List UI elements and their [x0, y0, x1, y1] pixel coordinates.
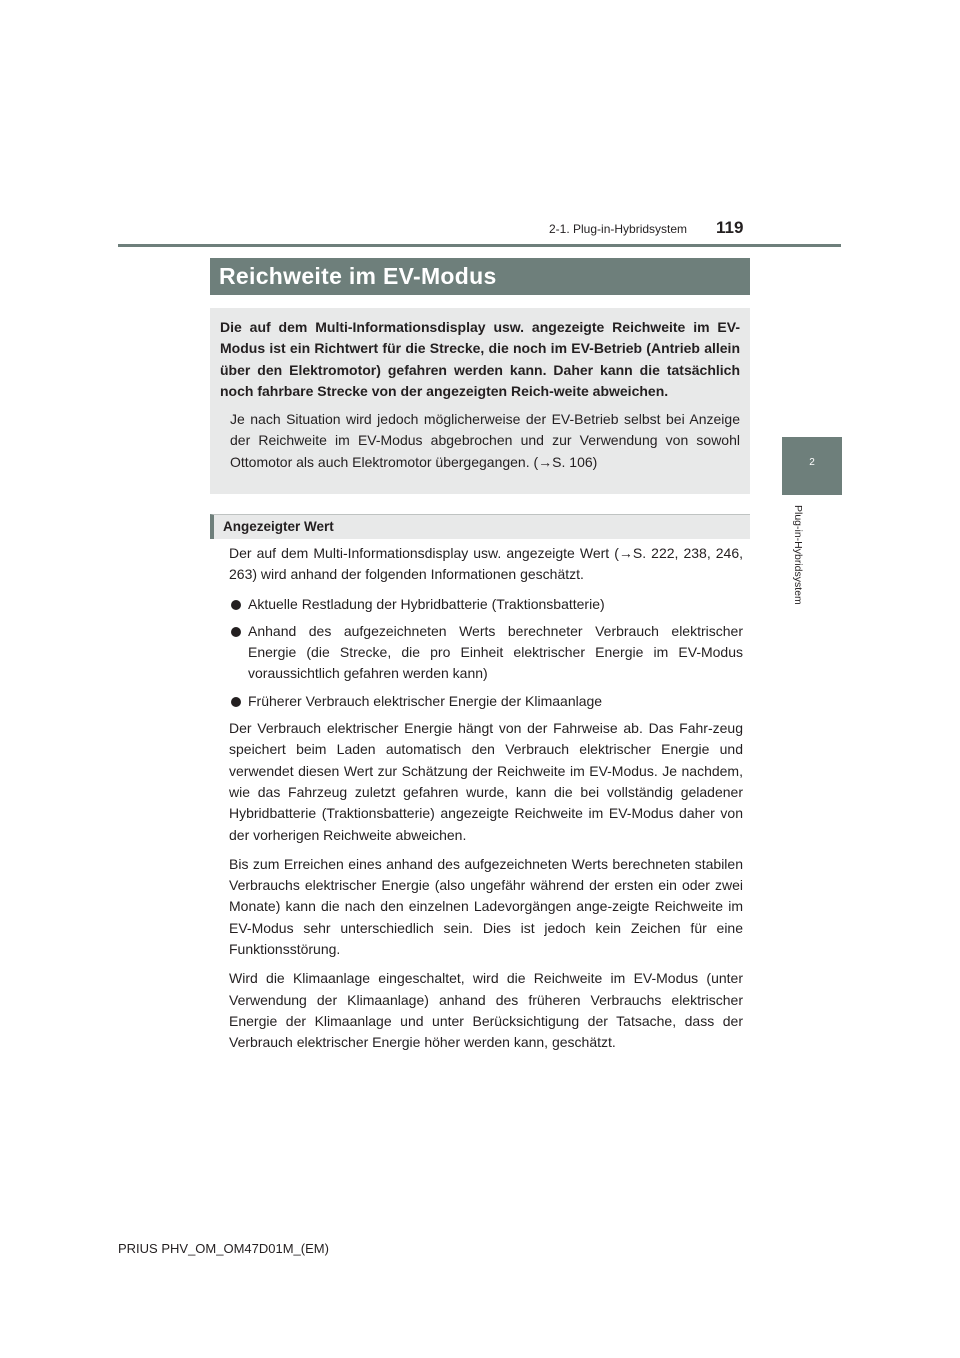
list-item-text: Anhand des aufgezeichneten Werts berechneter Verbrauch elektrischer Energie (die Strecke, die pro Einheit elektrischer Energie im EV-Modus voraussichtlich gefahren werden kann): [248, 622, 743, 682]
header-divider: [118, 244, 841, 247]
section-reference: 2-1. Plug-in-Hybridsystem: [549, 222, 688, 236]
page-title: Reichweite im EV-Modus: [210, 258, 750, 295]
intro-note: Je nach Situation wird jedoch möglicherweise der EV-Betrieb selbst bei Anzeige der Reichweite im EV-Modus abgebrochen und zur Verwendung von sowohl Ottomotor als auch Elektromotor übergegangen. (→S. 106): [230, 411, 740, 470]
list-item: [229, 691, 743, 712]
bullet-icon: [229, 627, 237, 635]
list-item: [229, 621, 743, 685]
intro-box: [210, 308, 750, 494]
list-item-text: Früherer Verbrauch elektrischer Energie der Klimaanlage: [248, 692, 603, 709]
bullet-icon: [229, 697, 237, 705]
paragraph: Wird die Klimaanlage eingeschaltet, wird die Reichweite im EV-Modus (unter Verwendung der Klimaanlage) anhand des früheren Verbrauchs elektrischer Energie der Klimaanlage und unter Berücksichtigung der Tatsache, dass der Verbrauch elektrischer Energie höher werden kann, geschätzt.: [229, 970, 743, 1051]
chapter-tab: [782, 437, 842, 495]
paragraph: Der Verbrauch elektrischer Energie hängt von der Fahrweise ab. Das Fahr-zeug speichert beim Laden automatisch den Verbrauch elektrischer Energie und verwendet diesen Wert zur Schätzung der Reichweite im EV-Modus. Je nachdem, wie das Fahrzeug zuletzt gefahren wurde, kann die bei vollständig geladener Hybridbatterie (Traktionsbatterie) angezeigte Reichweite im EV-Modus daher von der vorherigen Reichweite abweichen.: [229, 720, 743, 843]
section-lead: Der auf dem Multi-Informationsdisplay usw. angezeigte Wert (→S. 222, 238, 246, 263) wird anhand der folgenden Informationen geschätzt.: [229, 545, 743, 583]
section-heading: Angezeigter Wert: [210, 514, 750, 539]
chapter-label: Plug-in-Hybridsystem: [792, 505, 804, 605]
document-code: PRIUS PHV_OM_OM47D01M_(EM): [118, 1241, 329, 1256]
chapter-number: 2: [809, 457, 815, 468]
section-body: [229, 543, 743, 1062]
intro-summary: Die auf dem Multi-Informationsdisplay usw. angezeigte Reichweite im EV-Modus ist ein Richtwert für die Strecke, die noch im EV-Betrieb (Antrieb allein über den Elektromotor) gefahren werden kann. Daher kann die tatsächlich noch fahrbare Strecke von der angezeigten Reich-weite abweichen.: [220, 319, 740, 399]
paragraph: Bis zum Erreichen eines anhand des aufgezeichneten Werts berechneten stabilen Verbrauchs elektrischer Energie (also ungefähr während der ersten ein oder zwei Monate) kann die nach den einzelnen Ladevorgängen ange-zeigte Reichweite im EV-Modus sehr unterschiedlich sein. Dies ist jedoch kein Zeichen für eine Funktionsstörung.: [229, 855, 743, 958]
bullet-icon: [229, 600, 237, 608]
page-number: 119: [716, 218, 744, 237]
list-item-text: Aktuelle Restladung der Hybridbatterie (Traktionsbatterie): [248, 595, 605, 612]
list-item: [229, 594, 743, 615]
